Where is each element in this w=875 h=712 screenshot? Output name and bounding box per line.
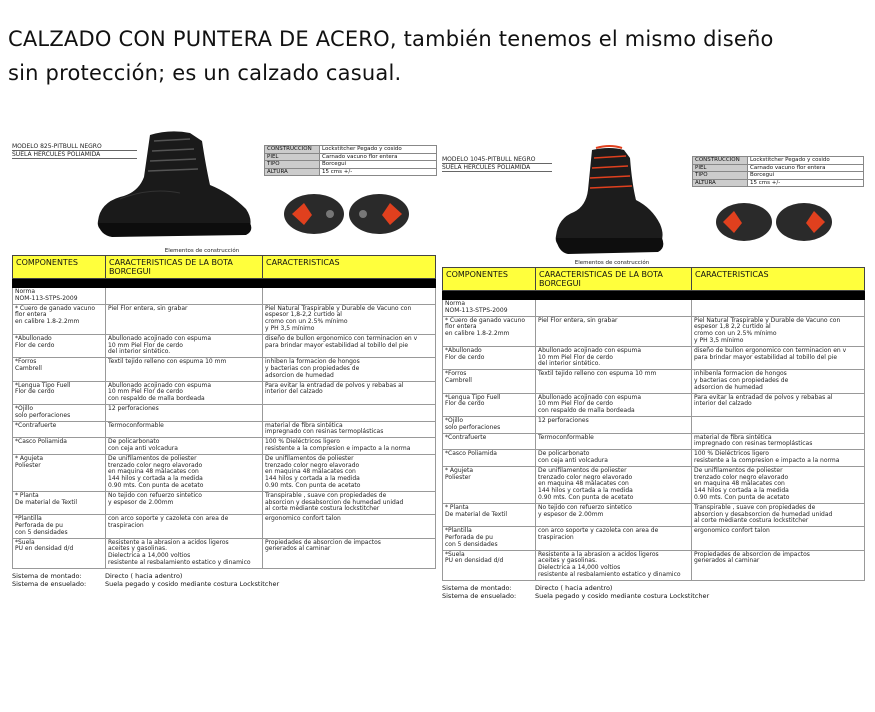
component-row	[13, 491, 436, 514]
model-name: MODELO 825-PITBULL NEGRO	[12, 143, 137, 151]
component-row	[443, 393, 865, 416]
table-header-row	[13, 256, 436, 279]
sole-image	[282, 189, 412, 239]
sole-name: SUELA HERCULES POLIAMIDA	[442, 164, 552, 172]
component-row	[13, 454, 436, 491]
spec-row	[265, 146, 437, 154]
spec-value: Borcegui	[748, 172, 864, 180]
component-characteristic: 100 % Dieléctricos ligero resistente a la compresion e impacto a la norma	[692, 450, 865, 467]
spec-key: ALTURA	[265, 168, 320, 176]
header-caracteristicas: CARACTERISTICAS	[263, 256, 436, 279]
component-name: * Planta De material de Textil	[443, 503, 536, 526]
component-characteristic	[263, 404, 436, 421]
header-caracteristicas: CARACTERISTICAS	[692, 268, 865, 291]
note-row	[12, 572, 435, 580]
component-bota-detail: No tejido con refuerzo sintetico y espesor de 2.00mm	[106, 491, 263, 514]
component-row	[443, 316, 865, 346]
component-name: * Cuero de ganado vacuno flor entera en calibre 1.8-2.2mm	[13, 304, 106, 334]
component-bota-detail: Resistente a la abrasion a acidos ligeros aceites y gasolinas. Dielectrica a 14,000 voltios resistente al resbalamiento estatico y dinamico	[536, 550, 692, 580]
component-characteristic	[692, 416, 865, 433]
component-characteristic: diseño de bullon ergonomico con terminacion en v para brindar mayor estabilidad al tobillo del pie	[263, 334, 436, 357]
components-table	[12, 255, 436, 569]
component-row	[13, 404, 436, 421]
model-label	[442, 156, 552, 172]
component-row	[13, 515, 436, 538]
component-characteristic: Piel Natural Traspirable y Durable de Vacuno con espesor 1,8-2,2 curtido al cromo con un 2.5% mínimo y PH 3,5 mínimo	[263, 304, 436, 334]
model-name: MODELO 1045-PITBULL NEGRO	[442, 156, 552, 164]
component-characteristic: De unifilamentos de poliester trenzado color negro elavorado en maquina 48 malacates con 144 hilos y cortada a la medida 0.90 mts. Con punta de acetato	[263, 454, 436, 491]
component-characteristic: Propiedades de absorcion de impactos generados al caminar	[692, 550, 865, 580]
component-name: *Ojillo solo perforaciones	[13, 404, 106, 421]
component-characteristic: Piel Natural Traspirable y Durable de Vacuno con espesor 1,8 2,2 curtido al cromo con un 2.5% mínimo y PH 3,5 mínimo	[692, 316, 865, 346]
component-name: *Plantilla Perforada de pu con 5 densidades	[13, 515, 106, 538]
component-name: * Agujeta Poliester	[443, 466, 536, 503]
component-characteristic: inhiben la formacion de hongos y bacterias con propiedades de adsorcion de humedad	[263, 358, 436, 381]
component-name: *Suela PU en densidad d/d	[443, 550, 536, 580]
component-characteristic: Propiedades de absorcion de impactos generados al caminar	[263, 538, 436, 568]
component-row	[443, 433, 865, 450]
spec-row	[693, 172, 864, 180]
note-row	[12, 580, 435, 588]
component-bota-detail: Termoconformable	[536, 433, 692, 450]
component-characteristic: ergonomico confort talon	[263, 515, 436, 538]
note-value: Suela pegado y cosido mediante costura Lockstitcher	[105, 579, 280, 588]
component-name: *Plantilla Perforada de pu con 5 densidades	[443, 527, 536, 550]
component-bota-detail: De policarbonato con ceja anti volcadura	[536, 450, 692, 467]
component-bota-detail: No tejido con refuerzo sintetico y espesor de 2.00mm	[536, 503, 692, 526]
heading-line-1: CALZADO CON PUNTERA DE ACERO, también tenemos el mismo diseño	[8, 27, 774, 51]
component-characteristic: diseño de bullon ergonomico con terminacion en v para brindar mayor estabilidad al tobillo del pie	[692, 346, 865, 369]
component-characteristic: inhibenla formacion de hongos y bacterias con propiedades de adsorcion de humedad	[692, 370, 865, 393]
component-characteristic: Para evitar la entradad de polvos y rebabas al interior del calzado	[263, 381, 436, 404]
component-characteristic: material de fibra sintética impregnado con resinas termoplásticas	[692, 433, 865, 450]
component-row	[443, 550, 865, 580]
table-caption: Elementos de construcción	[164, 248, 240, 254]
component-name: *Contrafuerte	[13, 421, 106, 438]
component-name: *Casco Poliamida	[13, 438, 106, 455]
component-row	[13, 334, 436, 357]
spec-key: TIPO	[693, 172, 748, 180]
component-bota-detail: Textil tejido relleno con espuma 10 mm	[106, 358, 263, 381]
spec-key: PIEL	[265, 153, 320, 161]
separator-row	[443, 291, 865, 300]
component-bota-detail: con arco soporte y cazoleta con area de traspiracion	[536, 527, 692, 550]
sole-name: SUELA HERCULES POLIAMIDA	[12, 151, 137, 159]
note-value: Directo ( hacia adentro)	[535, 583, 613, 592]
component-bota-detail: De unifilamentos de poliester trenzado color negro elavorado en maquina 48 malacates con 144 hilos y cortada a la medida 0.90 mts. Con punta de acetato	[106, 454, 263, 491]
component-bota-detail: Textil tejido relleno con espuma 10 mm	[536, 370, 692, 393]
component-row	[13, 358, 436, 381]
component-bota-detail: Resistente a la abrasion a acidos ligeros aceites y gasolinas. Dielectrica a 14,000 voltios resistente al resbalamiento estatico y dinamico	[106, 538, 263, 568]
component-name: *Ojillo solo perforaciones	[443, 416, 536, 433]
header-componentes: COMPONENTES	[443, 268, 536, 291]
spec-value: Carnado vacuno flor entera	[748, 164, 864, 172]
component-row	[13, 304, 436, 334]
heading-line-2: sin protección; es un calzado casual.	[8, 61, 402, 85]
component-bota-detail	[536, 300, 692, 317]
component-name: *Lengua Tipo Fuell Flor de cerdo	[13, 381, 106, 404]
component-row	[13, 288, 436, 305]
page-heading	[8, 22, 868, 90]
assembly-notes	[12, 572, 435, 588]
component-characteristic	[692, 300, 865, 317]
component-row	[443, 370, 865, 393]
spec-value: Borcegui	[320, 161, 437, 169]
note-label: Sistema de montado:	[442, 583, 512, 592]
spec-key: PIEL	[693, 164, 748, 172]
component-row	[443, 300, 865, 317]
component-row	[443, 416, 865, 433]
spec-value: 15 cms +/-	[748, 179, 864, 187]
component-bota-detail: Piel Flor entera, sin grabar	[106, 304, 263, 334]
note-value: Suela pegado y cosido mediante costura Lockstitcher	[535, 591, 710, 600]
note-label: Sistema de ensuelado:	[12, 579, 87, 588]
component-characteristic: ergonomico confort talon	[692, 527, 865, 550]
specs-table	[692, 156, 864, 187]
component-bota-detail: Abullonado acojinado con espuma 10 mm Piel Flor de cerdo con respaldo de malla bordeada	[106, 381, 263, 404]
component-name: * Cuero de ganado vacuno flor entera en calibre 1.8-2.2mm	[443, 316, 536, 346]
component-row	[13, 381, 436, 404]
component-row	[13, 438, 436, 455]
spec-row	[693, 157, 864, 165]
component-row	[443, 503, 865, 526]
table-header-row	[443, 268, 865, 291]
spec-row	[265, 168, 437, 176]
component-row	[443, 527, 865, 550]
component-bota-detail: Abullonado acojinado con espuma 10 mm Piel Flor de cerdo del interior sintético.	[106, 334, 263, 357]
component-name: *Contrafuerte	[443, 433, 536, 450]
components-table-wrap	[12, 255, 435, 588]
component-bota-detail: 12 perforaciones	[536, 416, 692, 433]
spec-value: Lockstitcher Pegado y cosido	[320, 146, 437, 154]
note-row	[442, 592, 864, 600]
component-characteristic: De unifilamentos de poliester trenzado color negro elavorado en maquina 48 malacates con 144 hilos y cortada a la medida 0.90 mts. Con punta de acetato	[692, 466, 865, 503]
component-row	[443, 450, 865, 467]
component-bota-detail: De unifilamentos de poliester trenzado color negro elavorado en maquina 48 malacates con 144 hilos y cortada a la medida 0.90 mts. Con punta de acetato	[536, 466, 692, 503]
component-characteristic: Transpirable , suave con propiedades de absorcion y desabsorcion de humedad unidad al corte mediante costura lockstitcher	[692, 503, 865, 526]
component-bota-detail: con arco soporte y cazoleta con area de traspiracion	[106, 515, 263, 538]
spec-key: CONSTRUCCION	[265, 146, 320, 154]
spec-row	[265, 153, 437, 161]
component-bota-detail: Abullonado acojinado con espuma 10 mm Piel Flor de cerdo con respaldo de malla bordeada	[536, 393, 692, 416]
note-label: Sistema de montado:	[12, 571, 82, 580]
note-label: Sistema de ensuelado:	[442, 591, 517, 600]
component-name: * Planta De material de Textil	[13, 491, 106, 514]
product-left	[12, 125, 435, 710]
components-table-wrap	[442, 267, 864, 600]
component-bota-detail: De policarbonato con ceja anti volcadura	[106, 438, 263, 455]
component-characteristic: material de fibra sintética impregnado con resinas termoplásticas	[263, 421, 436, 438]
header-caracteristicas-bota: CARACTERISTICAS DE LA BOTA BORCEGUI	[536, 268, 692, 291]
component-row	[443, 346, 865, 369]
spec-key: TIPO	[265, 161, 320, 169]
component-row	[13, 538, 436, 568]
component-characteristic: Para evitar la entradad de polvos y rebabas al interior del calzado	[692, 393, 865, 416]
component-characteristic: 100 % Dieléctricos ligero resistente a la compresion e impacto a la norma	[263, 438, 436, 455]
component-name: *Abullonado Flor de cerdo	[13, 334, 106, 357]
component-row	[13, 421, 436, 438]
component-name: *Suela PU en densidad d/d	[13, 538, 106, 568]
sole-image	[714, 198, 834, 246]
specs-table	[264, 145, 437, 176]
spec-value: Lockstitcher Pegado y cosido	[748, 157, 864, 165]
component-characteristic	[263, 288, 436, 305]
component-bota-detail: Abullonado acojinado con espuma 10 mm Piel Flor de cerdo del interior sintético.	[536, 346, 692, 369]
spec-value: 15 cms +/-	[320, 168, 437, 176]
spec-row	[693, 179, 864, 187]
component-name: *Forros Cambrell	[13, 358, 106, 381]
component-name: *Lengua Tipo Fuell Flor de cerdo	[443, 393, 536, 416]
header-componentes: COMPONENTES	[13, 256, 106, 279]
component-name: *Abullonado Flor de cerdo	[443, 346, 536, 369]
boot-image	[90, 127, 255, 249]
component-name: Norma NOM-113-STPS-2009	[443, 300, 536, 317]
table-caption: Elementos de construcción	[574, 260, 650, 266]
components-table	[442, 267, 865, 581]
product-right	[442, 138, 864, 710]
note-row	[442, 584, 864, 592]
boot-image	[550, 144, 668, 260]
component-name: *Forros Cambrell	[443, 370, 536, 393]
component-bota-detail: Piel Flor entera, sin grabar	[536, 316, 692, 346]
spec-key: ALTURA	[693, 179, 748, 187]
component-name: *Casco Poliamida	[443, 450, 536, 467]
separator-row	[13, 279, 436, 288]
spec-key: CONSTRUCCION	[693, 157, 748, 165]
component-bota-detail: Termoconformable	[106, 421, 263, 438]
spec-row	[693, 164, 864, 172]
spec-value: Carnado vacuno flor entera	[320, 153, 437, 161]
component-bota-detail: 12 perforaciones	[106, 404, 263, 421]
assembly-notes	[442, 584, 864, 600]
spec-row	[265, 161, 437, 169]
component-characteristic: Transpirable , suave con propiedades de absorcion y desabsorcion de humedad unidad al corte mediante costura lockstitcher	[263, 491, 436, 514]
component-bota-detail	[106, 288, 263, 305]
component-row	[443, 466, 865, 503]
component-name: * Agujeta Poliester	[13, 454, 106, 491]
component-name: Norma NOM-113-STPS-2009	[13, 288, 106, 305]
note-value: Directo ( hacia adentro)	[105, 571, 183, 580]
header-caracteristicas-bota: CARACTERISTICAS DE LA BOTA BORCEGUI	[106, 256, 263, 279]
